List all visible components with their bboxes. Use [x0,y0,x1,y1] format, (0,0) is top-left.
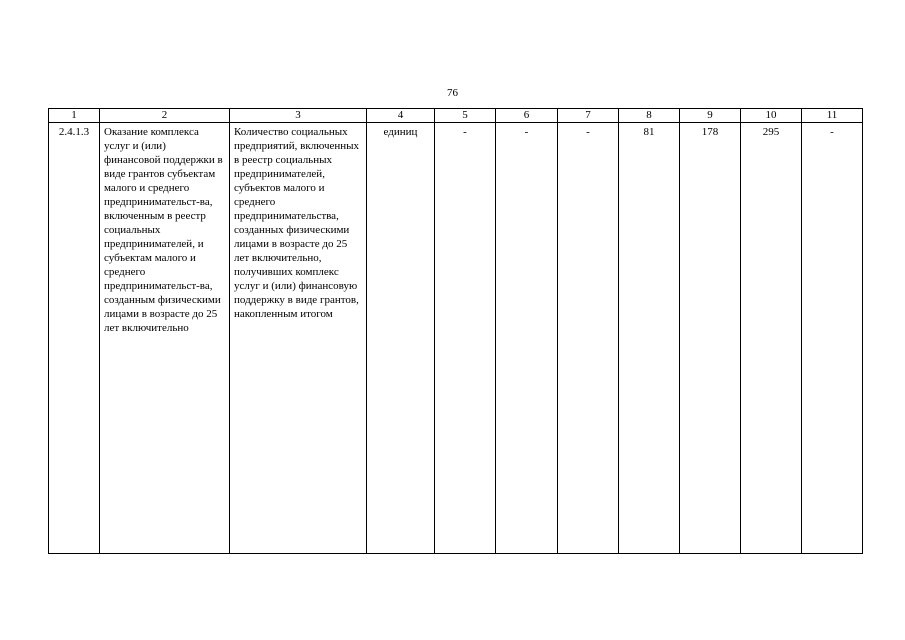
column-header: 11 [802,109,863,123]
row-id-cell: 2.4.1.3 [49,123,100,554]
table-header-row [49,109,863,123]
value-cell-6: - [496,123,558,554]
measure-name-cell: Оказание комплекса услуг и (или) финансовой поддержки в виде грантов субъектам малого и среднего предпринимательст-ва, включенным в реестр социальных предпринимателей, и субъектам малого и среднего предпринимательст-ва, созданным физическими лицами в возрасте до 25 лет включительно [100,123,230,554]
indicator-cell: Количество социальных предприятий, включенных в реестр социальных предпринимателей, субъектов малого и среднего предпринимательства, созданных физическими лицами в возрасте до 25 лет включительно, получивших комплекс услуг и (или) финансовую поддержку в виде грантов, накопленным итогом [230,123,367,554]
value-cell-10: 295 [741,123,802,554]
column-header: 2 [100,109,230,123]
value-cell-9: 178 [680,123,741,554]
column-header: 9 [680,109,741,123]
table-row [49,123,863,554]
unit-cell: единиц [367,123,435,554]
data-table [48,108,863,554]
column-header: 8 [619,109,680,123]
column-header: 5 [435,109,496,123]
column-header: 10 [741,109,802,123]
value-cell-7: - [558,123,619,554]
column-header: 7 [558,109,619,123]
column-header: 4 [367,109,435,123]
value-cell-11: - [802,123,863,554]
page-number: 76 [447,87,458,99]
column-header: 1 [49,109,100,123]
column-header: 6 [496,109,558,123]
value-cell-5: - [435,123,496,554]
column-header: 3 [230,109,367,123]
value-cell-8: 81 [619,123,680,554]
